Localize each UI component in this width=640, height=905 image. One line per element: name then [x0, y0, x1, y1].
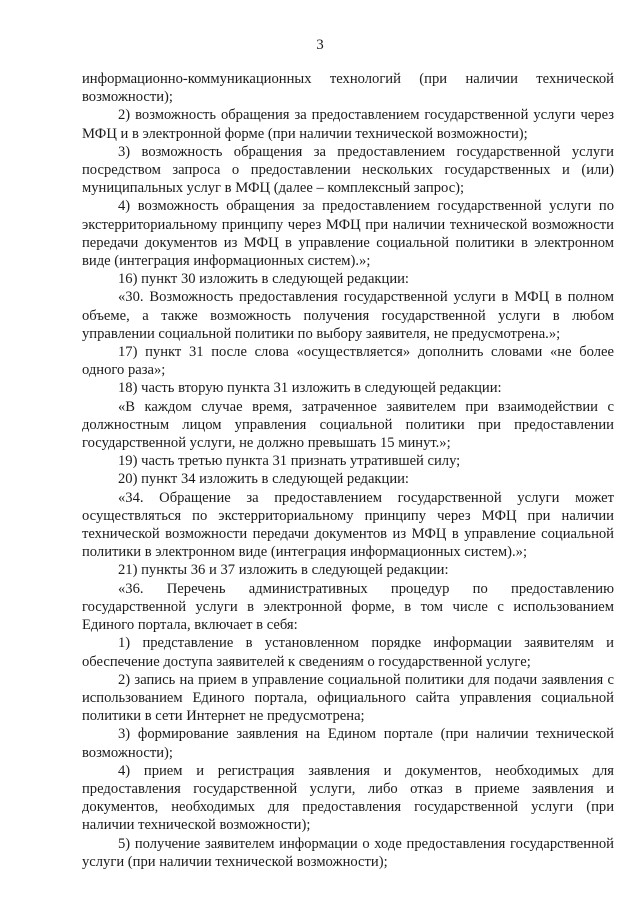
paragraph: «30. Возможность предоставления государственной услуги в МФЦ в полном объеме, а также возможность получения государственной услуги в любом управлении социальной политики по выбору заявителя, не предусмотрена.»;: [82, 289, 614, 342]
paragraph: 3) формирование заявления на Едином портале (при наличии технической возможности);: [82, 726, 614, 761]
paragraph: 16) пункт 30 изложить в следующей редакции:: [118, 271, 409, 288]
paragraph: 4) возможность обращения за предоставлением государственной услуги по экстерриториальному принципу через МФЦ при наличии технической возможности передачи документов из МФЦ в управление социальной политики в электронном виде (интеграция информационных систем).»;: [82, 198, 614, 270]
paragraph: 21) пункты 36 и 37 изложить в следующей редакции:: [118, 562, 449, 579]
paragraph: 1) представление в установленном порядке информации заявителям и обеспечение доступа заявителей к сведениям о государственной услуге;: [82, 635, 614, 670]
paragraph: «34. Обращение за предоставлением государственной услуги может осуществляться по экстерриториальному принципу через МФЦ при наличии технической возможности передачи документов из МФЦ в управление социальной политики в электронном виде (интеграция информационных систем).»;: [82, 489, 614, 561]
paragraph: 2) возможность обращения за предоставлением государственной услуги через МФЦ и в электронной форме (при наличии технической возможности);: [82, 107, 614, 142]
paragraph: «36. Перечень административных процедур по предоставлению государственной услуги в электронной форме, в том числе с использованием Единого портала, включает в себя:: [82, 580, 614, 634]
paragraph: 20) пункт 34 изложить в следующей редакции:: [118, 471, 409, 488]
paragraph: 4) прием и регистрация заявления и документов, необходимых для предоставления государственной услуги, либо отказ в приеме заявления и документов, необходимых для предоставления государственной услуги (при наличии технической возможности);: [82, 762, 614, 834]
paragraph: 17) пункт 31 после слова «осуществляется» дополнить словами «не более одного раза»;: [82, 344, 614, 379]
paragraph: 19) часть третью пункта 31 признать утратившей силу;: [118, 453, 461, 470]
paragraph: 18) часть вторую пункта 31 изложить в следующей редакции:: [118, 380, 502, 397]
paragraph: 3) возможность обращения за предоставлением государственной услуги посредством запроса о предоставлении нескольких государственных и (или) муниципальных услуг в МФЦ (далее – комплексный запрос);: [82, 143, 614, 197]
paragraph: «В каждом случае время, затраченное заявителем при взаимодействии с должностным лицом управления социальной политики при предоставлении государственной услуги, не должно превышать 15 минут.»;: [82, 398, 614, 452]
paragraph: информационно-коммуникационных технологий (при наличии технической возможности);: [82, 71, 614, 106]
document-body: [82, 70, 614, 871]
paragraph: 2) запись на прием в управление социальной политики для подачи заявления с использованием Единого портала, официального сайта управления социальной политики в сети Интернет не предусмотрена;: [82, 671, 614, 725]
paragraph: 5) получение заявителем информации о ходе предоставления государственной услуги (при наличии технической возможности);: [82, 835, 614, 870]
page-number: 3: [316, 37, 324, 53]
